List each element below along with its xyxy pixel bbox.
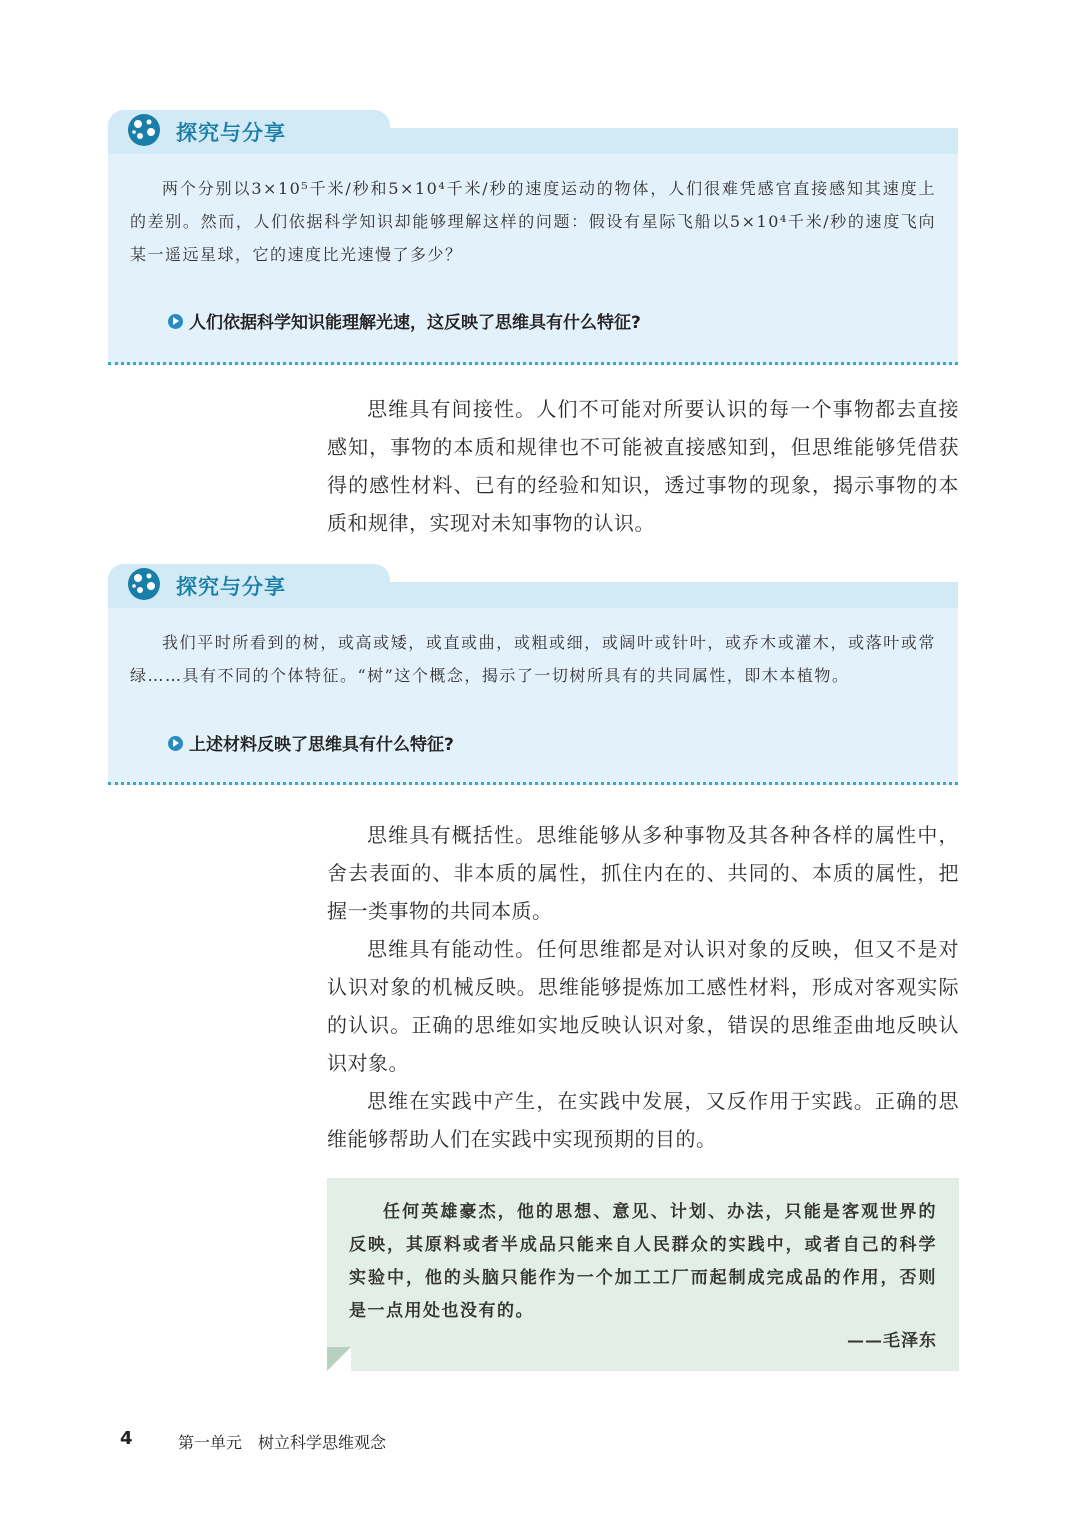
quote-text: 任何英雄豪杰，他的思想、意见、计划、办法，只能是客观世界的反映，其原料或者半成品只能来自人民群众的实践中，或者自己的科学实验中，他的头脑只能作为一个加工工厂而起制成完成品的作用，否则是一点用处也没有的。 — [349, 1202, 937, 1321]
explore-share-box-1 — [108, 121, 958, 365]
explore-body: 我们平时所看到的树，或高或矮，或直或曲，或粗或细，或阔叶或针叶，或乔木或灌木，或落叶或常绿……具有不同的个体特征。“树”这个概念，揭示了一切树所具有的共同属性，即木本植物。 — [130, 633, 936, 685]
arrow-right-icon — [168, 314, 183, 329]
explore-title: 探究与分享 — [176, 121, 286, 145]
explore-question — [168, 730, 454, 755]
quote-author: ——毛泽东 — [847, 1331, 937, 1351]
page-number: 4 — [120, 1428, 133, 1449]
arrow-right-icon — [168, 736, 183, 751]
question-text: 人们依据科学知识能理解光速，这反映了思维具有什么特征? — [189, 313, 641, 333]
question-text: 上述材料反映了思维具有什么特征? — [189, 735, 454, 755]
page-fold-shade — [327, 1347, 351, 1371]
explore-globe-icon — [126, 112, 162, 148]
explore-question — [168, 308, 641, 333]
body-paragraphs — [327, 816, 959, 1158]
body-paragraph-indirect — [327, 390, 959, 542]
paragraph: 思维具有间接性。人们不可能对所要认识的每一个事物都去直接感知，事物的本质和规律也不可能被直接感知到，但思维能够凭借获得的感性材料、已有的经验和知识，透过事物的现象，揭示事物的本质和规律，实现对未知事物的认识。 — [327, 397, 959, 535]
explore-body: 两个分别以3×10⁵千米/秒和5×10⁴千米/秒的速度运动的物体，人们很难凭感官直接感知其速度上的差别。然而，人们依据科学知识却能够理解这样的问题：假设有星际飞船以5×10⁴千米/秒的速度飞向某一遥远星球，它的速度比光速慢了多少？ — [130, 179, 936, 264]
unit-title: 第一单元 树立科学思维观念 — [178, 1433, 387, 1452]
explore-title: 探究与分享 — [176, 575, 286, 599]
explore-share-box-2 — [108, 575, 958, 785]
explore-globe-icon — [126, 566, 162, 602]
quote-box — [327, 1178, 959, 1371]
paragraph-practice: 思维在实践中产生，在实践中发展，又反作用于实践。正确的思维能够帮助人们在实践中实现预期的目的。 — [327, 1089, 959, 1151]
paragraph-generality: 思维具有概括性。思维能够从多种事物及其各种各样的属性中，舍去表面的、非本质的属性，抓住内在的、共同的、本质的属性，把握一类事物的共同本质。 — [327, 823, 959, 923]
paragraph-initiative: 思维具有能动性。任何思维都是对认识对象的反映，但又不是对认识对象的机械反映。思维能够提炼加工感性材料，形成对客观实际的认识。正确的思维如实地反映认识对象，错误的思维歪曲地反映认识对象。 — [327, 937, 959, 1075]
